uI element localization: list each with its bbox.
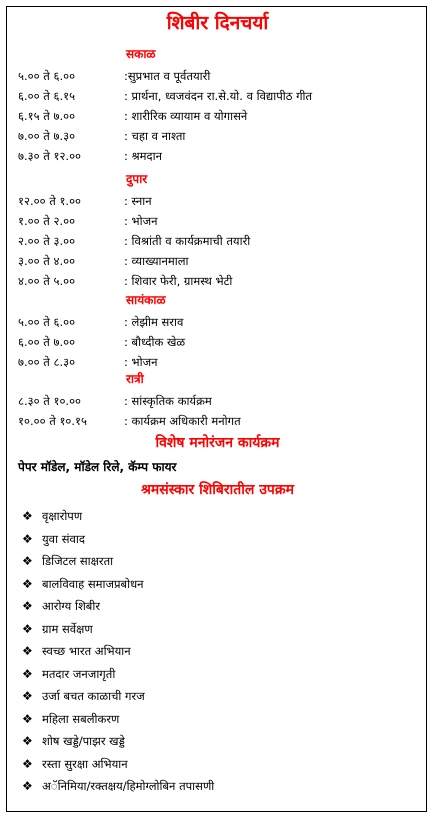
list-item-label: ग्राम सर्वेक्षण: [42, 621, 93, 636]
diamond-bullet-icon: ❖: [22, 666, 33, 681]
list-item-label: महिला सबलीकरण: [42, 711, 120, 726]
diamond-bullet-icon: ❖: [22, 621, 33, 636]
schedule-time: ७.०० ते ८.३०: [18, 355, 76, 369]
schedule-row: [18, 86, 418, 106]
schedule-time: ३.०० ते ४.००: [18, 254, 76, 268]
diamond-bullet-icon: ❖: [22, 644, 33, 658]
schedule-time: ६.०० ते ६.१५: [18, 89, 76, 103]
list-item-label: अॅनिमिया/रक्तक्षय/हिमोग्लोबिन तपासणी: [42, 779, 215, 793]
section-heading: सायंकाळ: [126, 293, 166, 307]
diamond-bullet-icon: ❖: [22, 599, 33, 613]
list-item-label: स्वच्छ भारत अभियान: [42, 644, 131, 658]
schedule-activity: : बौध्दीक खेळ: [124, 335, 186, 349]
list-item: [22, 506, 82, 526]
schedule-activity: : विश्रांती व कार्यक्रमाची तयारी: [124, 234, 251, 248]
schedule-activity: : भोजन: [124, 214, 158, 228]
schedule-activity: : चहा व नाश्ता: [124, 129, 186, 143]
schedule-activity: : स्नान: [124, 194, 152, 208]
list-item: [22, 529, 85, 549]
schedule-row: [18, 391, 418, 411]
schedule-time: ६.०० ते ७.००: [18, 335, 76, 349]
list-item: [22, 686, 145, 706]
activities-heading: श्रमसंस्कार शिबिरातील उपक्रम: [140, 482, 294, 498]
schedule-time: ७.३० ते १२.००: [18, 149, 82, 163]
schedule-time: १२.०० ते १.००: [18, 194, 82, 208]
schedule-time: २.०० ते ३.००: [18, 234, 76, 248]
diamond-bullet-icon: ❖: [22, 779, 33, 793]
schedule-row: [18, 271, 418, 291]
schedule-activity: :सुप्रभात व पूर्वतयारी: [124, 69, 211, 83]
list-item: [22, 551, 113, 571]
schedule-activity: : प्रार्थना, ध्वजवंदन रा.से.यो. व विद्यापीठ गीत: [124, 89, 313, 103]
schedule-row: [18, 146, 418, 166]
list-item: [22, 596, 100, 616]
schedule-time: ६.१५ ते ७.००: [18, 109, 76, 123]
list-item-label: आरोग्य शिबीर: [42, 599, 101, 613]
schedule-row: [18, 211, 418, 231]
entertainment-text: पेपर मॉडेल, मॉडेल रिले, कॅम्प फायर: [18, 460, 177, 474]
list-item: [22, 776, 214, 796]
section-heading: सकाळ: [126, 47, 156, 61]
diamond-bullet-icon: ❖: [22, 554, 33, 568]
schedule-activity: : भोजन: [124, 355, 158, 369]
list-item: [22, 731, 125, 751]
list-item-label: युवा संवाद: [42, 531, 85, 546]
schedule-row: [18, 411, 418, 431]
list-item-label: शोष खड्डे/पाझर खड्डे: [42, 734, 125, 748]
diamond-bullet-icon: ❖: [22, 689, 33, 703]
diamond-bullet-icon: ❖: [22, 576, 33, 591]
schedule-row: [18, 251, 418, 271]
list-item-label: उर्जा बचत काळाची गरज: [42, 689, 145, 703]
diamond-bullet-icon: ❖: [22, 734, 33, 748]
schedule-activity: : लेझीम सराव: [124, 315, 184, 329]
diamond-bullet-icon: ❖: [22, 711, 33, 726]
list-item-label: वृक्षारोपण: [42, 509, 83, 523]
schedule-time: ४.०० ते ५.००: [18, 274, 76, 288]
diamond-bullet-icon: ❖: [22, 531, 33, 546]
schedule-row: [18, 332, 418, 352]
schedule-row: [18, 312, 418, 332]
schedule-activity: : कार्यक्रम अधिकारी मनोगत: [124, 414, 241, 428]
schedule-activity: : शिवार फेरी, ग्रामस्थ भेटी: [124, 274, 233, 288]
list-item: [22, 754, 128, 774]
list-item-label: मतदार जनजागृती: [42, 666, 116, 681]
schedule-time: ५.०० ते ६.००: [18, 315, 76, 329]
entertainment-heading: विशेष मनोरंजन कार्यक्रम: [155, 435, 280, 451]
schedule-row: [18, 231, 418, 251]
page-title: शिबीर दिनचर्या: [166, 12, 269, 34]
schedule-row: [18, 106, 418, 126]
list-item: [22, 574, 144, 594]
list-item: [22, 709, 119, 729]
schedule-activity: : व्याख्यानमाला: [124, 254, 189, 268]
list-item-label: बालविवाह समाजप्रबोधन: [42, 576, 144, 591]
list-item: [22, 664, 115, 684]
schedule-row: [18, 66, 418, 86]
schedule-activity: : शारीरिक व्यायाम व योगासने: [124, 109, 248, 123]
schedule-row: [18, 126, 418, 146]
schedule-time: ८.३० ते १०.००: [18, 394, 82, 408]
list-item: [22, 641, 131, 661]
diamond-bullet-icon: ❖: [22, 756, 33, 771]
schedule-time: १०.०० ते १०.१५: [18, 414, 88, 428]
diamond-bullet-icon: ❖: [22, 509, 33, 523]
section-heading: रात्री: [126, 372, 144, 386]
schedule-row: [18, 352, 418, 372]
schedule-time: १.०० ते २.००: [18, 214, 76, 228]
schedule-time: ७.०० ते ७.३०: [18, 129, 76, 143]
list-item-label: रस्ता सुरक्षा अभियान: [42, 756, 128, 771]
schedule-activity: : सांस्कृतिक कार्यक्रम: [124, 394, 212, 408]
list-item: [22, 619, 93, 639]
schedule-row: [18, 191, 418, 211]
section-heading: दुपार: [126, 172, 148, 186]
schedule-time: ५.०० ते ६.००: [18, 69, 76, 83]
schedule-activity: : श्रमदान: [124, 149, 163, 163]
list-item-label: डिजिटल साक्षरता: [42, 554, 114, 568]
